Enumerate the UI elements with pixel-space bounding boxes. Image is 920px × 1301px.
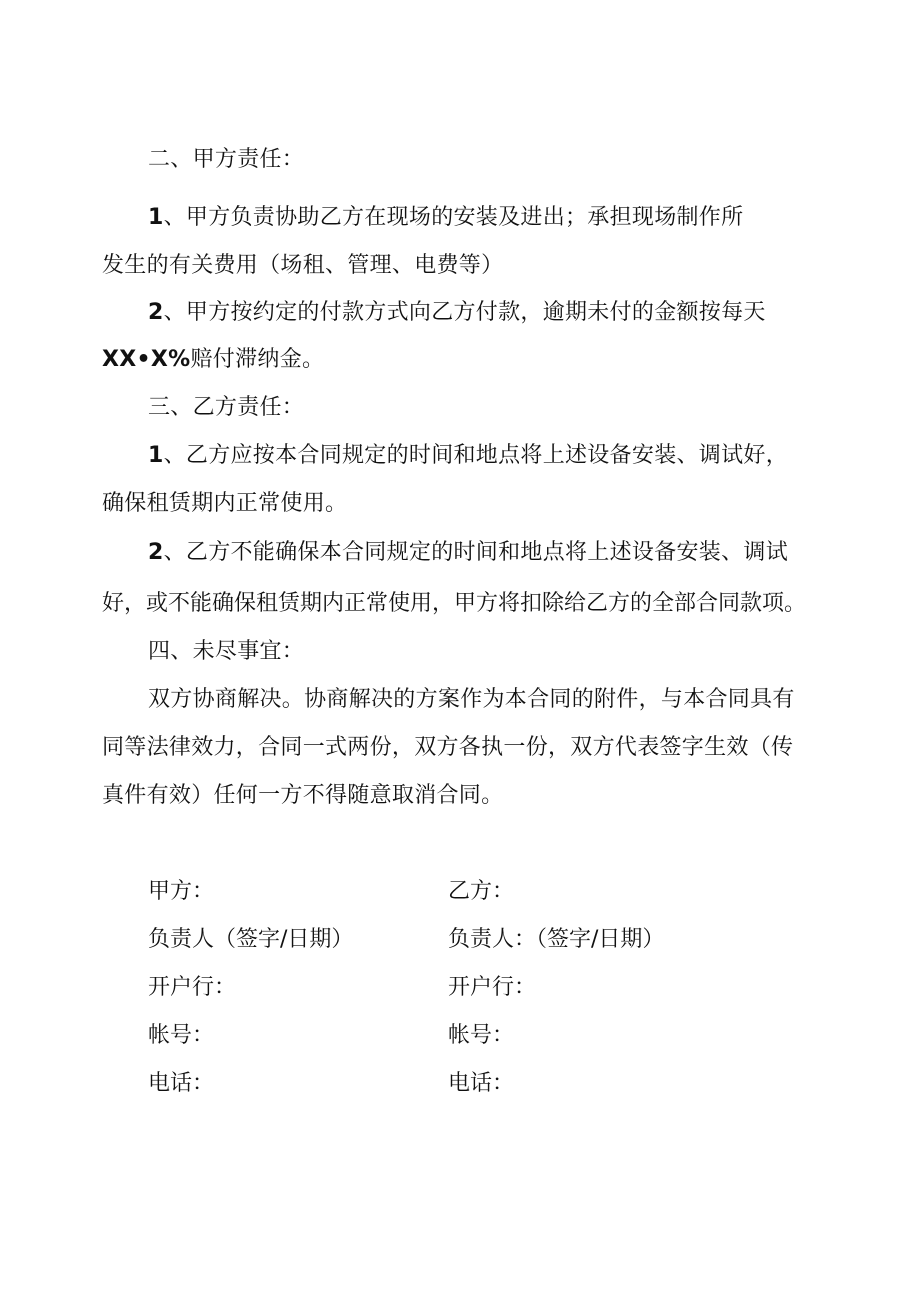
item-number: 1 [148,443,164,468]
party-b-person: 负责人：（签字/日期） [448,927,665,952]
section-4-line-2: 同等法律效力，合同一式两份，双方各执一份，双方代表签字生效（传 [102,735,794,760]
section-2-item-2-line-1 [148,298,766,328]
party-b-label: 乙方： [448,879,515,904]
section-3-item-2-line-1 [148,538,788,568]
section-3-item-1-line-2: 确保租赁期内正常使用。 [102,491,348,516]
section-2-heading: 二、甲方责任： [148,147,305,172]
item-number: 1 [148,205,164,230]
section-3-item-1-line-1 [148,441,788,471]
section-4-line-1: 双方协商解决。协商解决的方案作为本合同的附件，与本合同具有 [148,687,795,712]
section-2-item-1-line-2: 发生的有关费用（场租、管理、电费等） [102,253,504,278]
party-a-label: 甲方： [148,879,215,904]
party-a-bank: 开户行： [148,975,237,1000]
penalty-rate: XX•X% [102,347,191,372]
section-4-line-3: 真件有效）任何一方不得随意取消合同。 [102,783,504,808]
item-number: 2 [148,540,164,565]
party-b-account: 帐号： [448,1023,515,1048]
section-2-item-2-line-2 [102,345,324,375]
item-text: 赔付滞纳金。 [190,347,325,372]
section-3-item-2-line-2: 好，或不能确保租赁期内正常使用，甲方将扣除给乙方的全部合同款项。 [102,591,807,616]
party-a-account: 帐号： [148,1023,215,1048]
section-4-heading: 四、未尽事宜： [148,639,305,664]
item-number: 2 [148,300,164,325]
item-text: 、乙方不能确保本合同规定的时间和地点将上述设备安装、调试 [163,540,789,565]
party-b-bank: 开户行： [448,975,537,1000]
item-text: 、乙方应按本合同规定的时间和地点将上述设备安装、调试好， [163,443,789,468]
section-2-item-1-line-1 [148,203,743,233]
party-a-phone: 电话： [148,1071,215,1096]
item-text: 、甲方负责协助乙方在现场的安装及进出；承担现场制作所 [163,205,744,230]
item-text: 、甲方按约定的付款方式向乙方付款，逾期未付的金额按每天 [163,300,766,325]
party-b-phone: 电话： [448,1071,515,1096]
section-3-heading: 三、乙方责任： [148,395,305,420]
party-a-person: 负责人（签字/日期） [148,927,354,952]
